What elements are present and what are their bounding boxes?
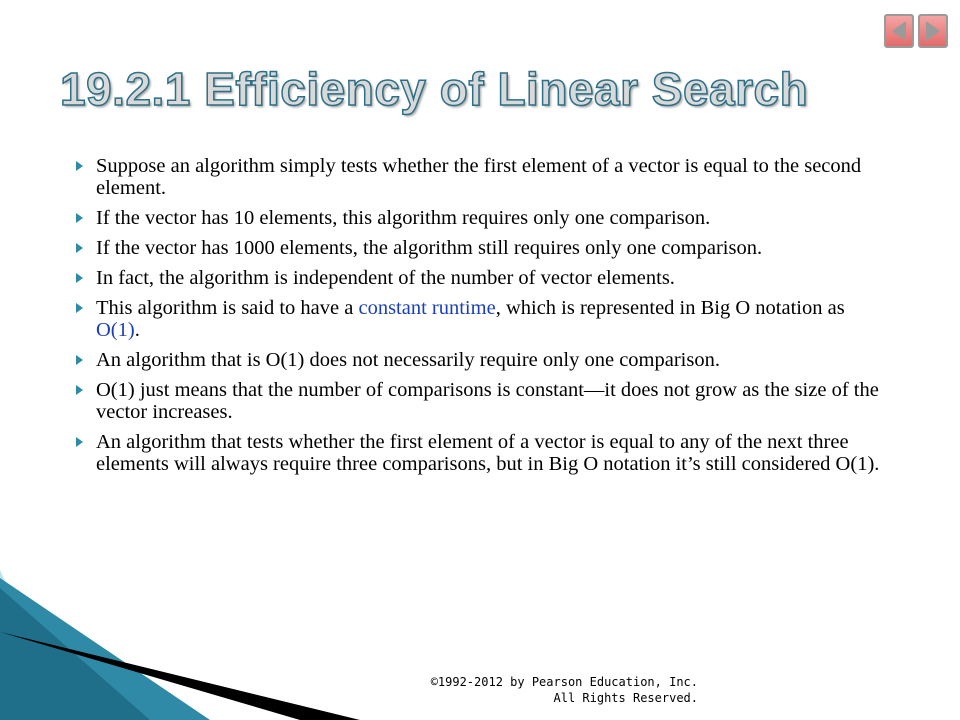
bullet-item: [70, 431, 890, 475]
bullet-text: Suppose an algorithm simply tests whether the first element of a vector is equal to the second element.: [96, 155, 862, 199]
bullet-item: [70, 155, 890, 199]
bullet-item: [70, 237, 890, 259]
bullet-arrow-icon: [76, 213, 83, 223]
bullet-item: [70, 207, 890, 229]
prev-arrow-icon: [890, 20, 908, 42]
bullet-item: [70, 297, 890, 341]
highlight-term: constant runtime: [358, 297, 496, 319]
bullet-list: [70, 155, 890, 483]
rights-line: All Rights Reserved.: [553, 691, 698, 705]
bullet-text-start: This algorithm is said to have a: [96, 297, 359, 319]
bullet-arrow-icon: [76, 161, 83, 171]
bullet-item: [70, 267, 890, 289]
previous-slide-button[interactable]: [884, 14, 914, 48]
bullet-arrow-icon: [76, 355, 83, 365]
bullet-text: An algorithm that is O(1) does not necessarily require only one comparison.: [96, 349, 720, 371]
next-arrow-icon: [924, 20, 942, 42]
bullet-text-middle: , which is represented in Big O notation as: [495, 297, 845, 319]
bullet-arrow-icon: [76, 273, 83, 283]
bullet-text: If the vector has 1000 elements, the algorithm still requires only one comparison.: [96, 237, 763, 259]
slide-title: 19.2.1 Efficiency of Linear Search: [60, 63, 809, 115]
highlight-term: O(1): [96, 319, 135, 341]
bullet-text-end: .: [134, 319, 140, 341]
bullet-arrow-icon: [76, 385, 83, 395]
next-slide-button[interactable]: [918, 14, 948, 48]
bullet-arrow-icon: [76, 243, 83, 253]
bullet-arrow-icon: [76, 437, 83, 447]
bullet-text: In fact, the algorithm is independent of the number of vector elements.: [96, 267, 675, 289]
slide-navigation: [884, 14, 948, 48]
bullet-text: An algorithm that tests whether the first element of a vector is equal to any of the next three elements will always require three comparisons, but in Big O notation it’s still considered O(1).: [96, 431, 880, 475]
bullet-item: [70, 379, 890, 423]
copyright-line: ©1992-2012 by Pearson Education, Inc.: [430, 675, 698, 689]
bullet-text: O(1) just means that the number of comparisons is constant—it does not grow as the size of the vector increases.: [96, 379, 879, 423]
copyright-notice: [431, 674, 698, 706]
bullet-item: [70, 349, 890, 371]
bullet-arrow-icon: [76, 303, 83, 313]
bullet-text: If the vector has 10 elements, this algorithm requires only one comparison.: [96, 207, 711, 229]
